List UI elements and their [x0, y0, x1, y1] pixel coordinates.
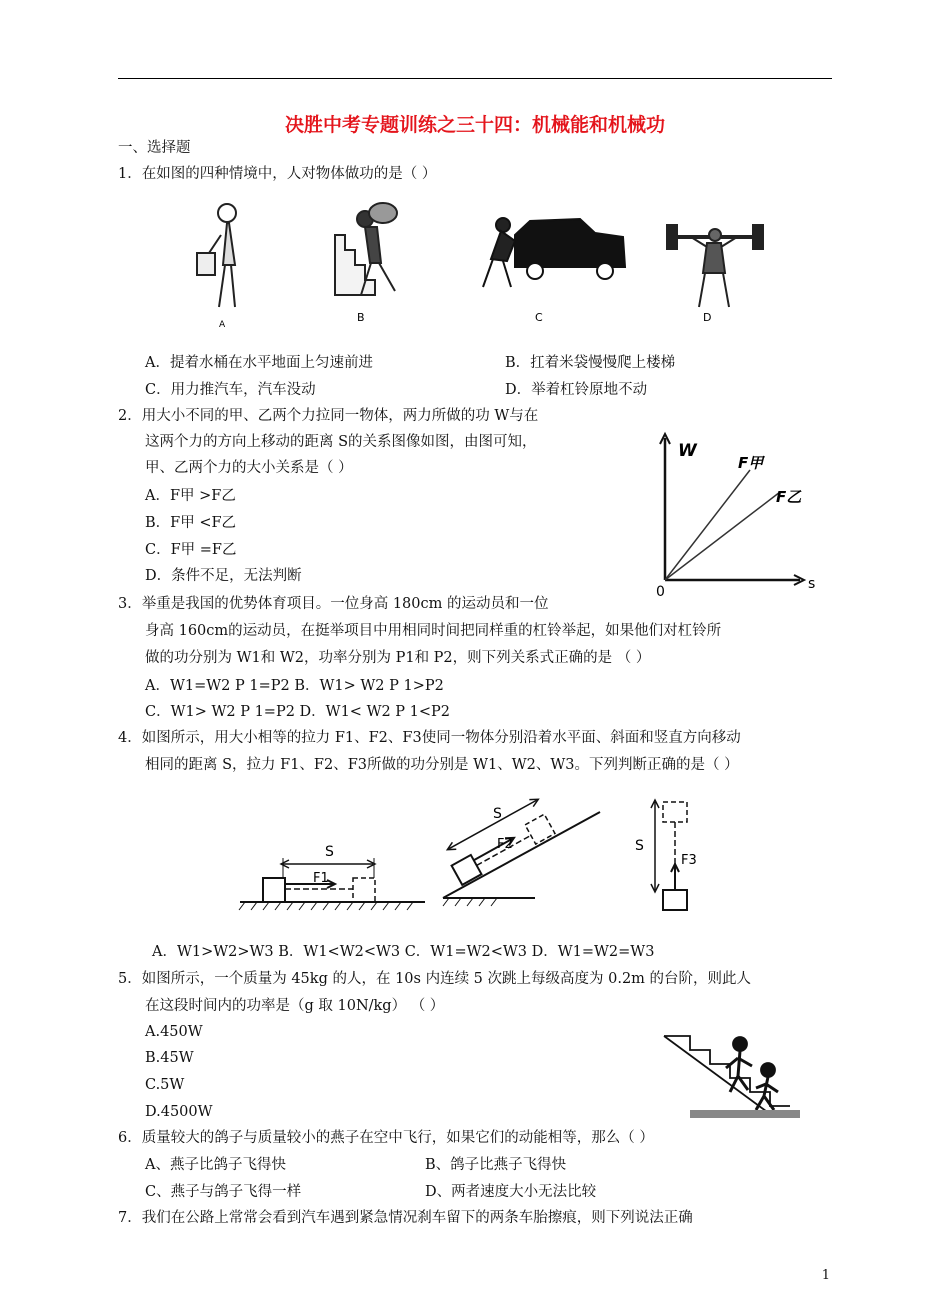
- q1-figure: [185, 195, 775, 335]
- q1-fig-label-d: D: [703, 311, 712, 324]
- q2-x-axis-label: s: [808, 576, 816, 592]
- q2-line-1: 2．用大小不同的甲、乙两个力拉同一物体，两力所做的功 W与在: [118, 408, 539, 424]
- q4-h-distance-label: S: [325, 844, 334, 860]
- q4-incline-distance-label: S: [493, 806, 502, 822]
- page-title: 决胜中考专题训练之三十四：机械能和机械功: [284, 114, 665, 136]
- q1-option-a: A．提着水桶在水平地面上匀速前进: [145, 355, 373, 371]
- q2-option-d: D．条件不足，无法判断: [145, 568, 302, 584]
- q4-horizontal-case: [239, 858, 425, 910]
- q2-option-b: B．F甲 <F乙: [145, 515, 237, 531]
- q2-origin-label: 0: [656, 584, 665, 600]
- q3-line-1: 3．举重是我国的优势体育项目。一位身高 180cm 的运动员和一位: [118, 596, 549, 612]
- q2-line-2: 这两个力的方向上移动的距离 S的关系图像如图，由图可知，: [145, 434, 537, 450]
- q5-line-1: 5．如图所示，一个质量为 45kg 的人，在 10s 内连续 5 次跳上每级高度为 0.2m 的台阶，则此人: [118, 971, 752, 987]
- q6-option-d: D、两者速度大小无法比较: [425, 1184, 597, 1200]
- page-number: 1: [821, 1268, 830, 1283]
- q1-option-c: C．用力推汽车，汽车没动: [145, 382, 316, 398]
- q4-figure: [235, 790, 715, 918]
- q6-option-a: A、燕子比鸽子飞得快: [145, 1157, 286, 1173]
- q4-f3-label: F3: [681, 853, 697, 868]
- q3-options-row-1: A．W1=W2 P 1=P2 B．W1> W2 P 1>P2: [145, 678, 444, 694]
- q1-fig-d: [667, 225, 763, 307]
- q4-f2-label: F2: [497, 837, 513, 852]
- q1-fig-label-b: B: [357, 311, 365, 324]
- q1-option-b: B．扛着米袋慢慢爬上楼梯: [505, 355, 676, 371]
- q2-work-distance-graph: [650, 430, 825, 600]
- q2-y-axis-label: W: [678, 441, 697, 461]
- q6-option-b: B、鸽子比燕子飞得快: [425, 1157, 567, 1173]
- q4-options: A．W1>W2>W3 B．W1<W2<W3 C．W1=W2<W3 D．W1=W2=W3: [152, 944, 655, 960]
- q1-fig-label-a: A: [219, 320, 226, 330]
- q5-stairs-figure: [660, 1030, 810, 1120]
- q2-line-3: 甲、乙两个力的大小关系是（ ）: [145, 460, 353, 476]
- q5-option-a: A.450W: [145, 1024, 203, 1040]
- header-rule: [118, 78, 832, 79]
- q4-incline-case: [442, 796, 600, 906]
- q2-f-jia-label: F甲: [738, 454, 764, 472]
- q1-fig-a: [197, 204, 236, 307]
- q4-line-2: 相同的距离 S，拉力 F1、F2、F3所做的功分别是 W1、W2、W3。下列判断正确的是（ ）: [145, 757, 739, 773]
- q4-line-1: 4．如图所示，用大小相等的拉力 F1、F2、F3使同一物体分别沿着水平面、斜面和竖直方向移动: [118, 730, 741, 746]
- q7-stem: 7．我们在公路上常常会看到汽车遇到紧急情况刹车留下的两条车胎擦痕，则下列说法正确: [118, 1210, 693, 1226]
- q5-line-2: 在这段时间内的功率是（g 取 10N/kg） （ ）: [145, 998, 445, 1014]
- q3-options-row-2: C．W1> W2 P 1=P2 D．W1< W2 P 1<P2: [145, 704, 451, 720]
- q1-fig-label-c: C: [535, 311, 543, 324]
- q2-option-a: A．F甲 >F乙: [145, 488, 236, 504]
- q4-f1-label: F1: [313, 871, 329, 886]
- q2-option-c: C．F甲 =F乙: [145, 542, 237, 558]
- q5-option-c: C.5W: [145, 1077, 185, 1093]
- q1-option-d: D．举着杠铃原地不动: [505, 382, 648, 398]
- q6-option-c: C、燕子与鸽子飞得一样: [145, 1184, 302, 1200]
- q1-stem: 1．在如图的四种情境中，人对物体做功的是（ ）: [118, 166, 437, 182]
- q5-option-b: B.45W: [145, 1050, 194, 1066]
- q3-line-3: 做的功分别为 W1和 W2，功率分别为 P1和 P2，则下列关系式正确的是 （ ）: [145, 650, 651, 666]
- q1-fig-b: [335, 203, 397, 295]
- q2-f-yi-label: F乙: [776, 488, 802, 506]
- q5-option-d: D.4500W: [145, 1104, 213, 1120]
- section-heading: 一、选择题: [118, 140, 191, 156]
- q6-stem: 6．质量较大的鸽子与质量较小的燕子在空中飞行，如果它们的动能相等，那么（ ）: [118, 1130, 654, 1146]
- q4-vertical-distance-label: S: [635, 838, 644, 854]
- q1-fig-c: [483, 218, 625, 287]
- q3-line-2: 身高 160cm的运动员，在挺举项目中用相同时间把同样重的杠铃举起，如果他们对杠铃所: [145, 623, 722, 639]
